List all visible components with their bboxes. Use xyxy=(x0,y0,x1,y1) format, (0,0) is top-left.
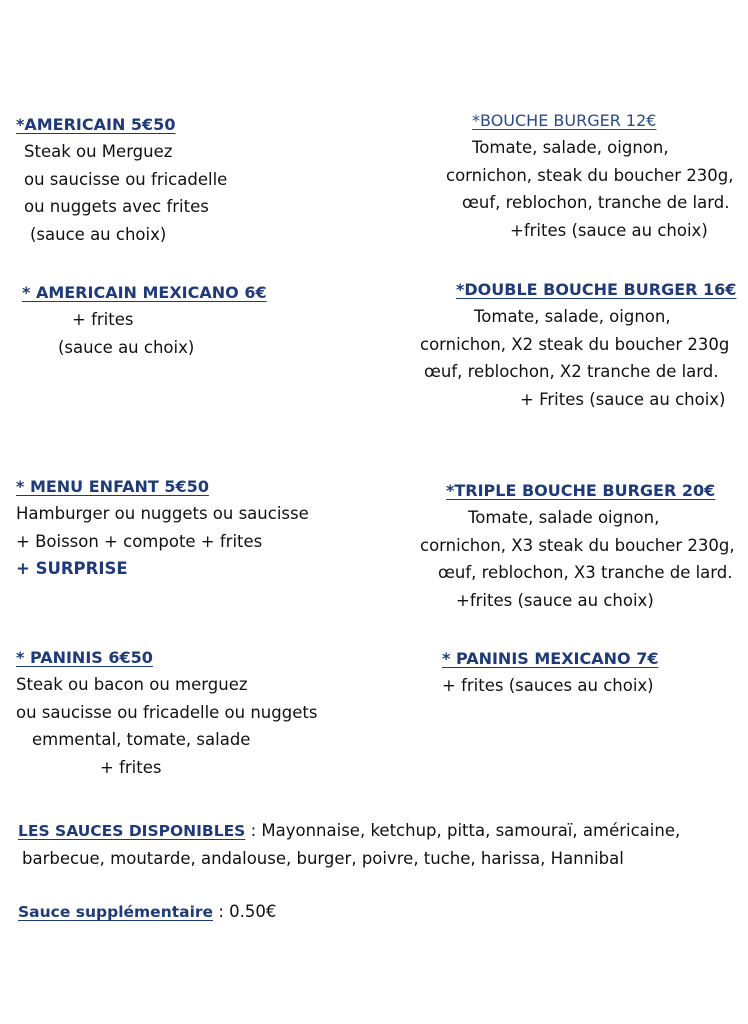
paninis-title: * PANINIS 6€50 xyxy=(16,648,153,667)
triple-bouche-burger-line: cornichon, X3 steak du boucher 230g, xyxy=(420,535,735,555)
sauces-list-line1: : Mayonnaise, ketchup, pitta, samouraï, américaine, xyxy=(245,821,681,840)
triple-bouche-burger-title: *TRIPLE BOUCHE BURGER 20€ xyxy=(446,481,716,500)
triple-bouche-burger-line: Tomate, salade oignon, xyxy=(468,508,660,527)
bouche-burger-line: œuf, reblochon, tranche de lard. xyxy=(462,193,730,212)
double-bouche-burger-line: + Frites (sauce au choix) xyxy=(520,389,726,409)
americain-section xyxy=(16,112,227,248)
extra-sauce-label: Sauce supplémentaire xyxy=(18,903,214,921)
sauces-list-line2: barbecue, moutarde, andalouse, burger, poivre, tuche, harissa, Hannibal xyxy=(22,849,624,868)
triple-bouche-burger-section xyxy=(420,478,746,614)
menu-enfant-line: Hamburger ou nuggets ou saucisse xyxy=(16,504,309,523)
bouche-burger-line: cornichon, steak du boucher 230g, xyxy=(446,165,734,185)
triple-bouche-burger-line: +frites (sauce au choix) xyxy=(456,590,654,610)
bouche-burger-line: +frites (sauce au choix) xyxy=(510,220,708,240)
double-bouche-burger-title: *DOUBLE BOUCHE BURGER 16€ xyxy=(456,280,737,299)
paninis-section xyxy=(16,645,317,781)
paninis-line: Steak ou bacon ou merguez xyxy=(16,675,248,694)
americain-mexicano-line: + frites xyxy=(72,310,134,329)
menu-enfant-section xyxy=(16,474,309,583)
paninis-mexicano-section xyxy=(442,646,658,700)
paninis-mexicano-line: + frites (sauces au choix) xyxy=(442,676,654,695)
sauces-section xyxy=(18,817,738,873)
double-bouche-burger-section xyxy=(420,277,746,413)
americain-mexicano-title: * AMERICAIN MEXICANO 6€ xyxy=(22,283,267,302)
paninis-line: emmental, tomate, salade xyxy=(32,730,251,749)
bouche-burger-line: Tomate, salade, oignon, xyxy=(472,138,669,157)
americain-mexicano-section xyxy=(22,280,267,361)
bouche-burger-title: *BOUCHE BURGER 12€ xyxy=(472,111,657,130)
extra-sauce-section xyxy=(18,898,276,927)
americain-line: ou saucisse ou fricadelle xyxy=(24,169,228,189)
triple-bouche-burger-line: œuf, reblochon, X3 tranche de lard. xyxy=(438,563,733,582)
double-bouche-burger-line: Tomate, salade, oignon, xyxy=(474,307,671,326)
americain-line: (sauce au choix) xyxy=(30,224,167,244)
extra-sauce-price: : 0.50€ xyxy=(213,902,277,921)
americain-mexicano-line: (sauce au choix) xyxy=(58,337,195,357)
menu-enfant-line: + Boisson + compote + frites xyxy=(16,531,263,551)
sauces-label: LES SAUCES DISPONIBLES xyxy=(18,822,246,840)
double-bouche-burger-line: œuf, reblochon, X2 tranche de lard. xyxy=(424,362,719,381)
paninis-line: + frites xyxy=(100,757,162,777)
paninis-line: ou saucisse ou fricadelle ou nuggets xyxy=(16,702,318,722)
americain-line: Steak ou Merguez xyxy=(24,142,173,161)
menu-enfant-surprise: + SURPRISE xyxy=(16,559,128,578)
paninis-mexicano-title: * PANINIS MEXICANO 7€ xyxy=(442,649,659,668)
americain-title: *AMERICAIN 5€50 xyxy=(16,115,176,134)
bouche-burger-section xyxy=(420,108,746,244)
americain-line: ou nuggets avec frites xyxy=(24,197,209,216)
menu-enfant-title: * MENU ENFANT 5€50 xyxy=(16,477,209,496)
double-bouche-burger-line: cornichon, X2 steak du boucher 230g xyxy=(420,334,730,354)
